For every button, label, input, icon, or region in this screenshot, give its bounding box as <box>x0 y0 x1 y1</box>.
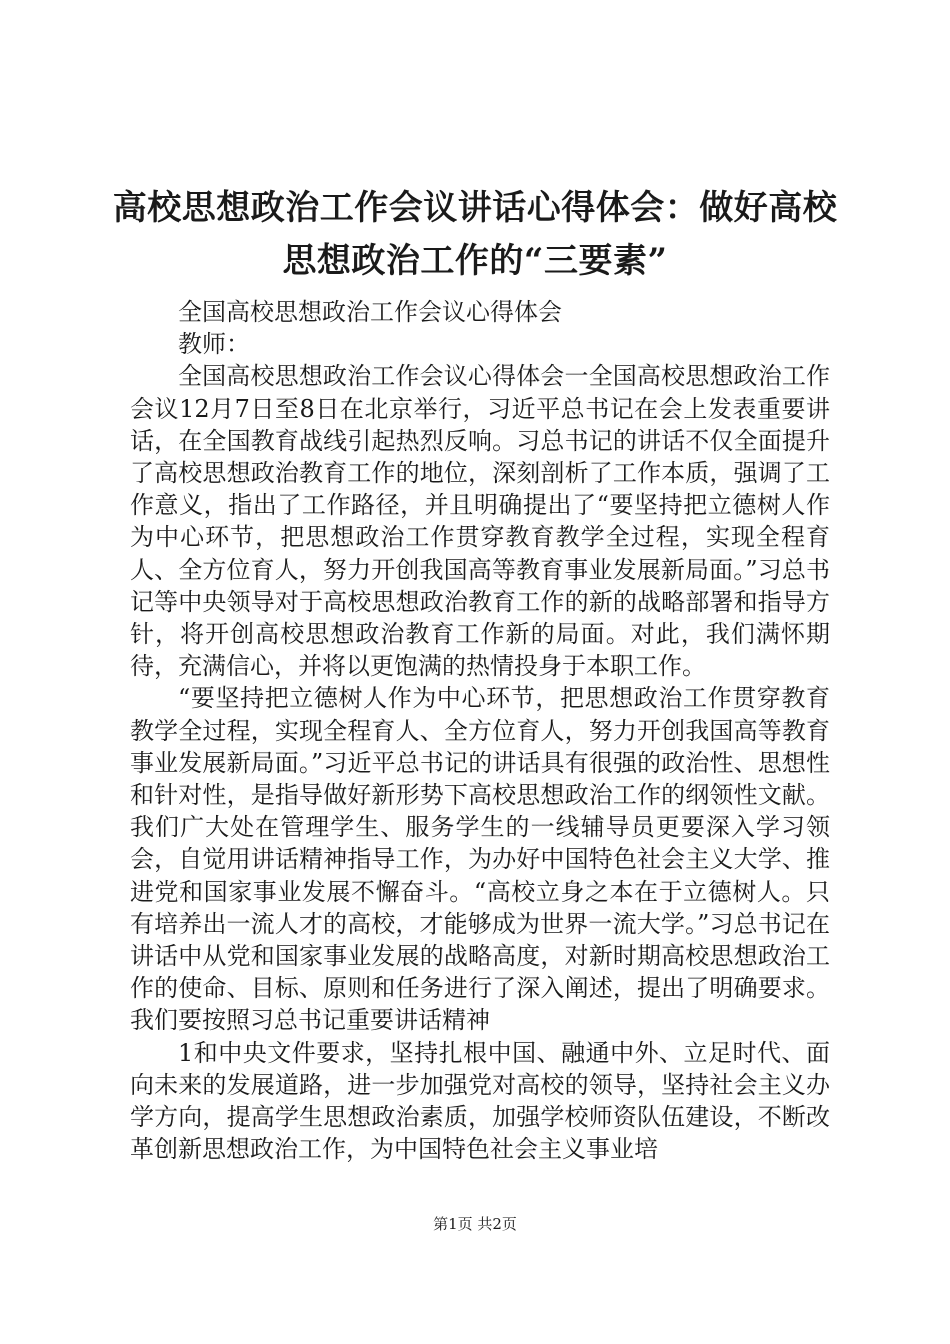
document-title: 高校思想政治工作会议讲话心得体会：做好高校思想政治工作的“三要素” <box>112 188 838 281</box>
document-body <box>130 296 830 1165</box>
subtitle-line: 全国高校思想政治工作会议心得体会 <box>178 298 562 326</box>
page-number-footer: 第1页 共2页 <box>433 1215 517 1233</box>
author-line: 教师： <box>178 330 250 359</box>
body-paragraph: 全国高校思想政治工作会议心得体会一全国高校思想政治工作会议12月7日至8日在北京举行，习近平总书记在会上发表重要讲话，在全国教育战线引起热烈反响。习总书记的讲话不仅全面提升了高校思想政治教育工作的地位，深刻剖析了工作本质，强调了工作意义，指出了工作路径，并且明确提出了“要坚持把立德树人作为中心环节，把思想政治工作贯穿教育教学全过程，实现全程育人、全方位育人，努力开创我国高等教育事业发展新局面。”习总书记等中央领导对于高校思想政治教育工作的新的战略部署和指导方针，将开创高校思想政治教育工作新的局面。对此，我们满怀期待，充满信心，并将以更饱满的热情投身于本职工作。 <box>130 362 830 681</box>
body-paragraph: 1和中央文件要求，坚持扎根中国、融通中外、立足时代、面向未来的发展道路，进一步加强党对高校的领导，坚持社会主义办学方向，提高学生思想政治素质，加强学校师资队伍建设，不断改革创新思想政治工作，为中国特色社会主义事业培 <box>130 1038 830 1164</box>
body-paragraph: “要坚持把立德树人作为中心环节，把思想政治工作贯穿教育教学全过程，实现全程育人、全方位育人，努力开创我国高等教育事业发展新局面。”习近平总书记的讲话具有很强的政治性、思想性和针对性，是指导做好新形势下高校思想政治工作的纲领性文献。我们广大处在管理学生、服务学生的一线辅导员更要深入学习领会，自觉用讲话精神指导工作，为办好中国特色社会主义大学、推进党和国家事业发展不懈奋斗。“高校立身之本在于立德树人。只有培养出一流人才的高校，才能够成为世界一流大学。”习总书记在讲话中从党和国家事业发展的战略高度，对新时期高校思想政治工作的使命、目标、原则和任务进行了深入阐述，提出了明确要求。我们要按照习总书记重要讲话精神 <box>130 684 830 1035</box>
